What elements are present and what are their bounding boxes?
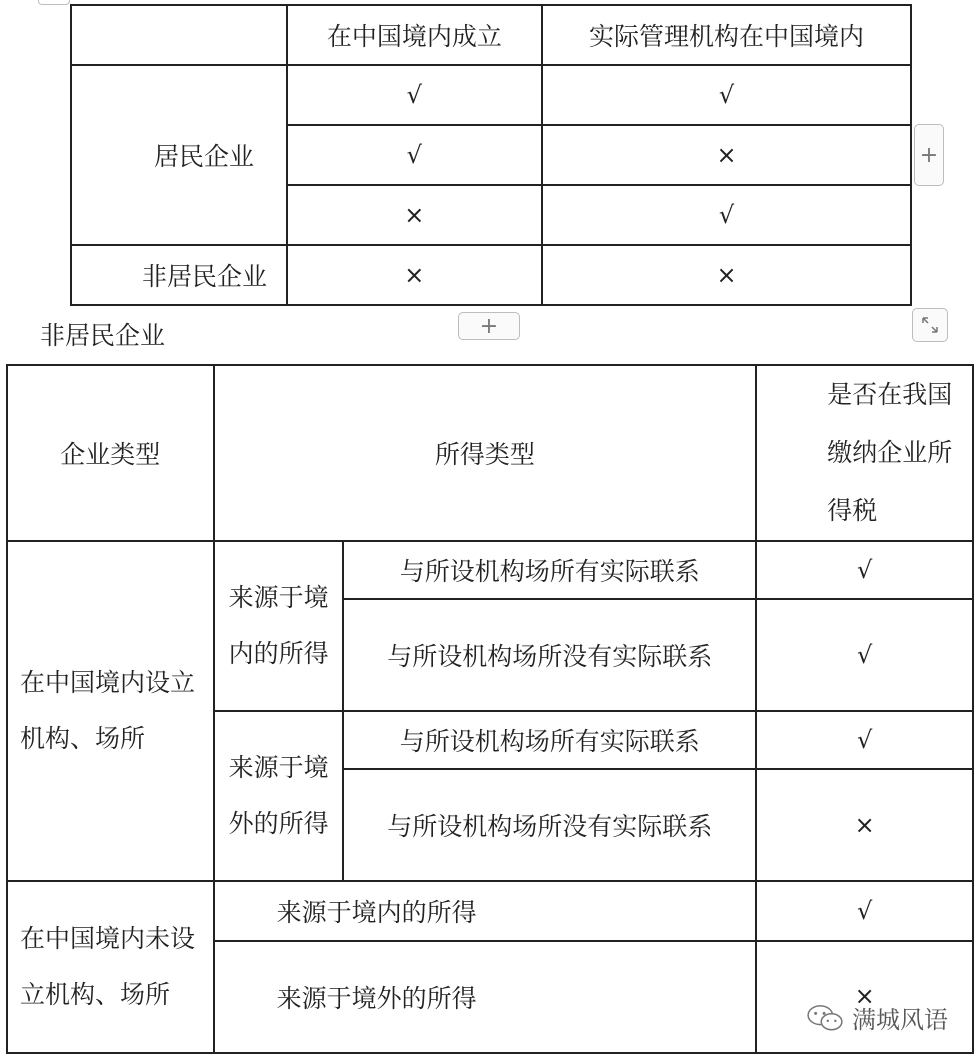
table-row — [7, 881, 973, 941]
nonresident-enterprise-label: 非居民企业 — [71, 245, 287, 305]
tax-obligation-table — [6, 364, 974, 1054]
check-mark: √ — [756, 599, 973, 711]
table-row — [7, 541, 973, 599]
header-cell-established: 在中国境内成立 — [287, 5, 542, 65]
foreign-source-label: 来源于境外的所得 — [214, 711, 344, 881]
income-desc: 与所设机构场所有实际联系 — [343, 541, 756, 599]
cross-mark: × — [756, 769, 973, 881]
domestic-source-label: 来源于境内的所得 — [214, 541, 344, 711]
section-caption: 非居民企业 — [40, 321, 166, 350]
group-established-label: 在中国境内设立机构、场所 — [7, 541, 214, 881]
header-enterprise-type: 企业类型 — [7, 365, 214, 541]
resize-button[interactable] — [912, 308, 948, 342]
check-mark: √ — [756, 541, 973, 599]
check-mark: √ — [542, 185, 911, 245]
check-mark: √ — [756, 881, 973, 941]
table-header-row — [7, 365, 973, 541]
cross-mark: × — [287, 245, 542, 305]
income-desc: 来源于境外的所得 — [214, 941, 757, 1053]
add-row-button[interactable] — [458, 312, 520, 340]
check-mark: √ — [756, 711, 973, 769]
header-cell-management: 实际管理机构在中国境内 — [542, 5, 911, 65]
check-mark: √ — [287, 125, 542, 185]
resident-enterprise-label: 居民企业 — [71, 65, 287, 245]
header-income-type: 所得类型 — [214, 365, 757, 541]
resize-icon — [920, 315, 940, 335]
table-row — [71, 245, 911, 305]
income-desc: 与所设机构场所有实际联系 — [343, 711, 756, 769]
watermark — [806, 1000, 948, 1035]
watermark-text: 满城风语 — [852, 1006, 948, 1034]
cross-mark: × — [542, 125, 911, 185]
check-mark: √ — [542, 65, 911, 125]
table-header-row — [71, 5, 911, 65]
group-not-established-label: 在中国境内未设立机构、场所 — [7, 881, 214, 1053]
plus-icon: + — [919, 142, 939, 168]
cross-mark: × — [287, 185, 542, 245]
add-column-button[interactable] — [914, 124, 944, 186]
cross-mark: × — [542, 245, 911, 305]
income-desc: 与所设机构场所没有实际联系 — [343, 599, 756, 711]
wechat-icon — [806, 1003, 844, 1033]
table-row — [71, 65, 911, 125]
cross-mark: × — [756, 941, 973, 1053]
plus-icon: + — [479, 313, 499, 339]
header-cell-empty — [71, 5, 287, 65]
income-desc: 来源于境内的所得 — [214, 881, 757, 941]
header-taxable: 是否在我国缴纳企业所得税 — [756, 365, 973, 541]
income-desc: 与所设机构场所没有实际联系 — [343, 769, 756, 881]
toolbar-fragment — [38, 0, 70, 5]
check-mark: √ — [287, 65, 542, 125]
residency-table — [70, 4, 912, 306]
